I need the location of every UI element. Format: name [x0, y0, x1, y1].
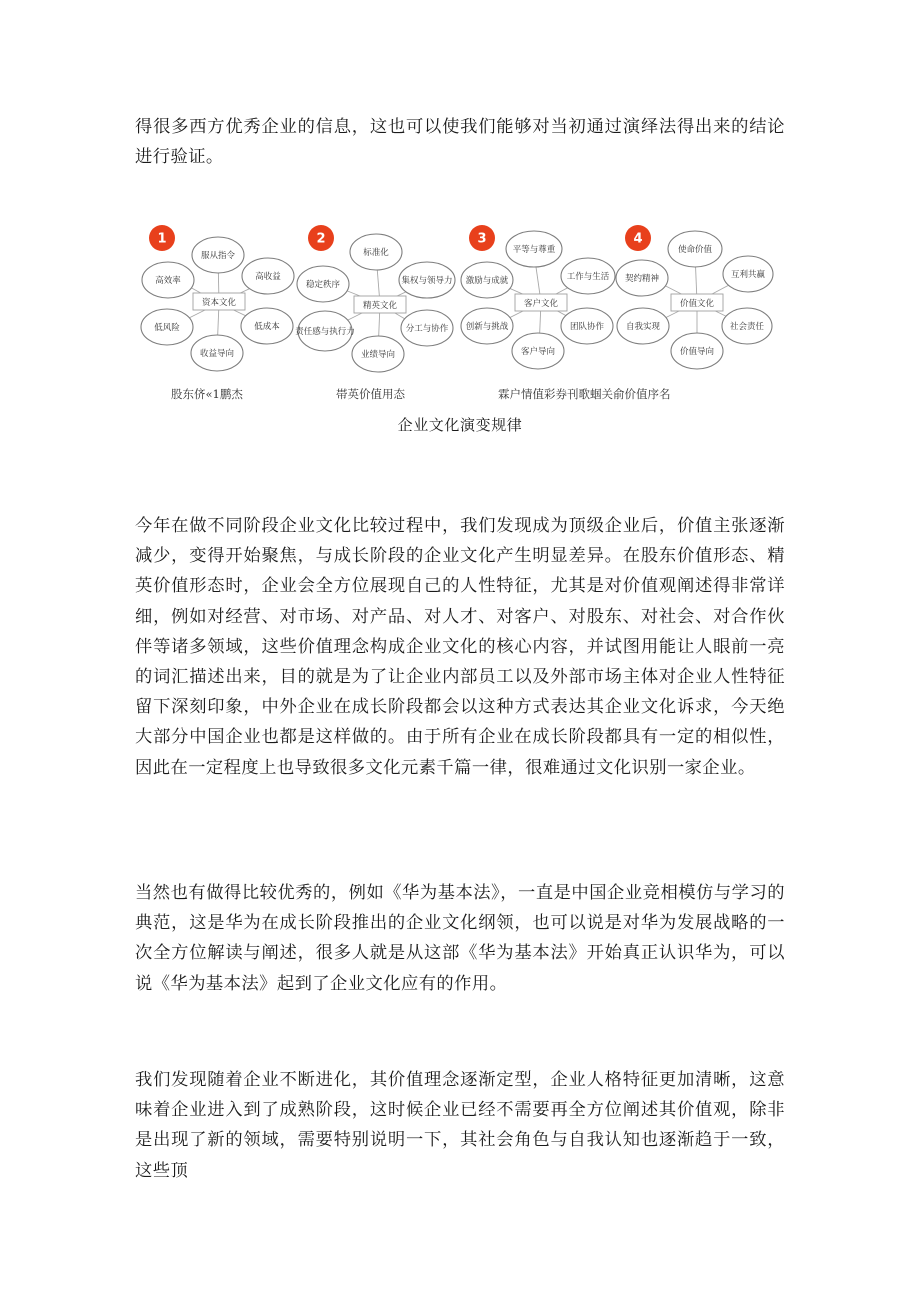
paragraph-huawei: 当然也有做得比较优秀的，例如《华为基本法》，一直是中国企业竞相模仿与学习的典范，这是华为在成长阶段推出的企业文化纲领，也可以说是对华为发展战略的一次全方位解读与阐述，很多人就是从这部《华为基本法》开始真正认识华为，可以说《华为基本法》起到了企业文化应有的作用。 [135, 883, 785, 994]
value-bubble-label: 自我实现 [625, 322, 661, 332]
value-bubble-label: 低成本 [254, 322, 280, 332]
value-bubble-label: 工作与生活 [566, 272, 610, 282]
value-bubble-label: 业绩导向 [360, 350, 396, 360]
value-bubble-label: 低风险 [154, 323, 180, 333]
stage-label-2: 帯英价值用态 [336, 387, 405, 401]
stage-group-4 [616, 225, 773, 369]
stage-number-1: 1 [157, 231, 167, 247]
stage-group-3 [461, 225, 615, 369]
value-bubble-label: 收益导向 [199, 349, 235, 359]
paragraph-growth-stage: 今年在做不同阶段企业文化比较过程中，我们发现成为顶级企业后，价值主张逐渐减少，变得开始聚焦，与成长阶段的企业文化产生明显差异。在股东价值形态、精英价值形态时，企业会全方位展现自己的人性特征，尤其是对价值观阐述得非常详细，例如对经营、对市场、对产品、对人才、对客户、对股东、对社会、对合作伙伴等诸多领域，这些价值理念构成企业文化的核心内容，并试图用能让人眼前一亮的词汇描述出来，目的就是为了让企业内部员工以及外部市场主体对企业人性特征留下深刻印象，中外企业在成长阶段都会以这种方式表达其企业文化诉求，今天绝大部分中国企业也都是这样做的。由于所有企业在成长阶段都具有一定的相似性，因此在一定程度上也导致很多文化元素千篇一律，很难通过文化识别一家企业。 [135, 516, 785, 778]
figure-caption: 企业文化演变规律 [397, 416, 523, 434]
value-bubble-label: 标准化 [363, 248, 389, 258]
value-bubble-label: 分工与协作 [405, 324, 449, 334]
paragraph-intro: 得很多西方优秀企业的信息，这也可以使我们能够对当初通过演绎法得出来的结论进行验证。 [135, 117, 785, 168]
value-bubble-label: 创新与挑战 [465, 322, 509, 332]
value-bubble-label: 责任感与执行力 [295, 327, 355, 337]
stage-label-1: 股东侪«1鹏杰 [171, 387, 243, 401]
value-bubble-label: 激励与成就 [465, 276, 509, 286]
value-bubble-label: 客户导向 [520, 347, 556, 357]
stage-label-3: 霖户情值彩券刊歌蝈关俞价值序名 [498, 387, 671, 401]
value-bubble-label: 集权与领导力 [401, 276, 453, 286]
value-bubble-label: 价值导向 [679, 347, 715, 357]
culture-evolution-figure [137, 222, 777, 402]
value-bubble-label: 互利共赢 [730, 270, 766, 280]
culture-evolution-diagram [137, 222, 777, 382]
stage-number-4: 4 [633, 231, 643, 247]
paragraph-maturity: 我们发现随着企业不断进化，其价值理念逐渐定型，企业人格特征更加清晰，这意味着企业进入到了成熟阶段，这时候企业已经不需要再全方位阐述其价值观，除非是出现了新的领域，需要特别说明一下，其社会角色与自我认知也逐渐趋于一致，这些顶 [135, 1070, 785, 1181]
stage-center-label: 价值文化 [679, 299, 715, 309]
stage-center-label: 资本文化 [201, 298, 237, 308]
value-bubble-label: 契约精神 [624, 274, 660, 284]
value-bubble-label: 使命价值 [677, 245, 713, 255]
stage-center-label: 精英文化 [362, 301, 398, 311]
value-bubble-label: 团队协作 [569, 322, 605, 332]
stage-group-2 [295, 225, 455, 372]
value-bubble-label: 稳定秩序 [305, 280, 341, 290]
value-bubble-label: 高收益 [255, 272, 281, 282]
value-bubble-label: 社会责任 [729, 322, 765, 332]
stage-center-label: 客户文化 [523, 299, 559, 309]
stage-group-1 [141, 225, 294, 371]
value-bubble-label: 高效率 [155, 276, 181, 286]
stage-number-2: 2 [316, 231, 326, 247]
value-bubble-label: 服从指令 [200, 251, 236, 261]
value-bubble-label: 平等与尊重 [512, 245, 556, 255]
stage-number-3: 3 [477, 231, 487, 247]
